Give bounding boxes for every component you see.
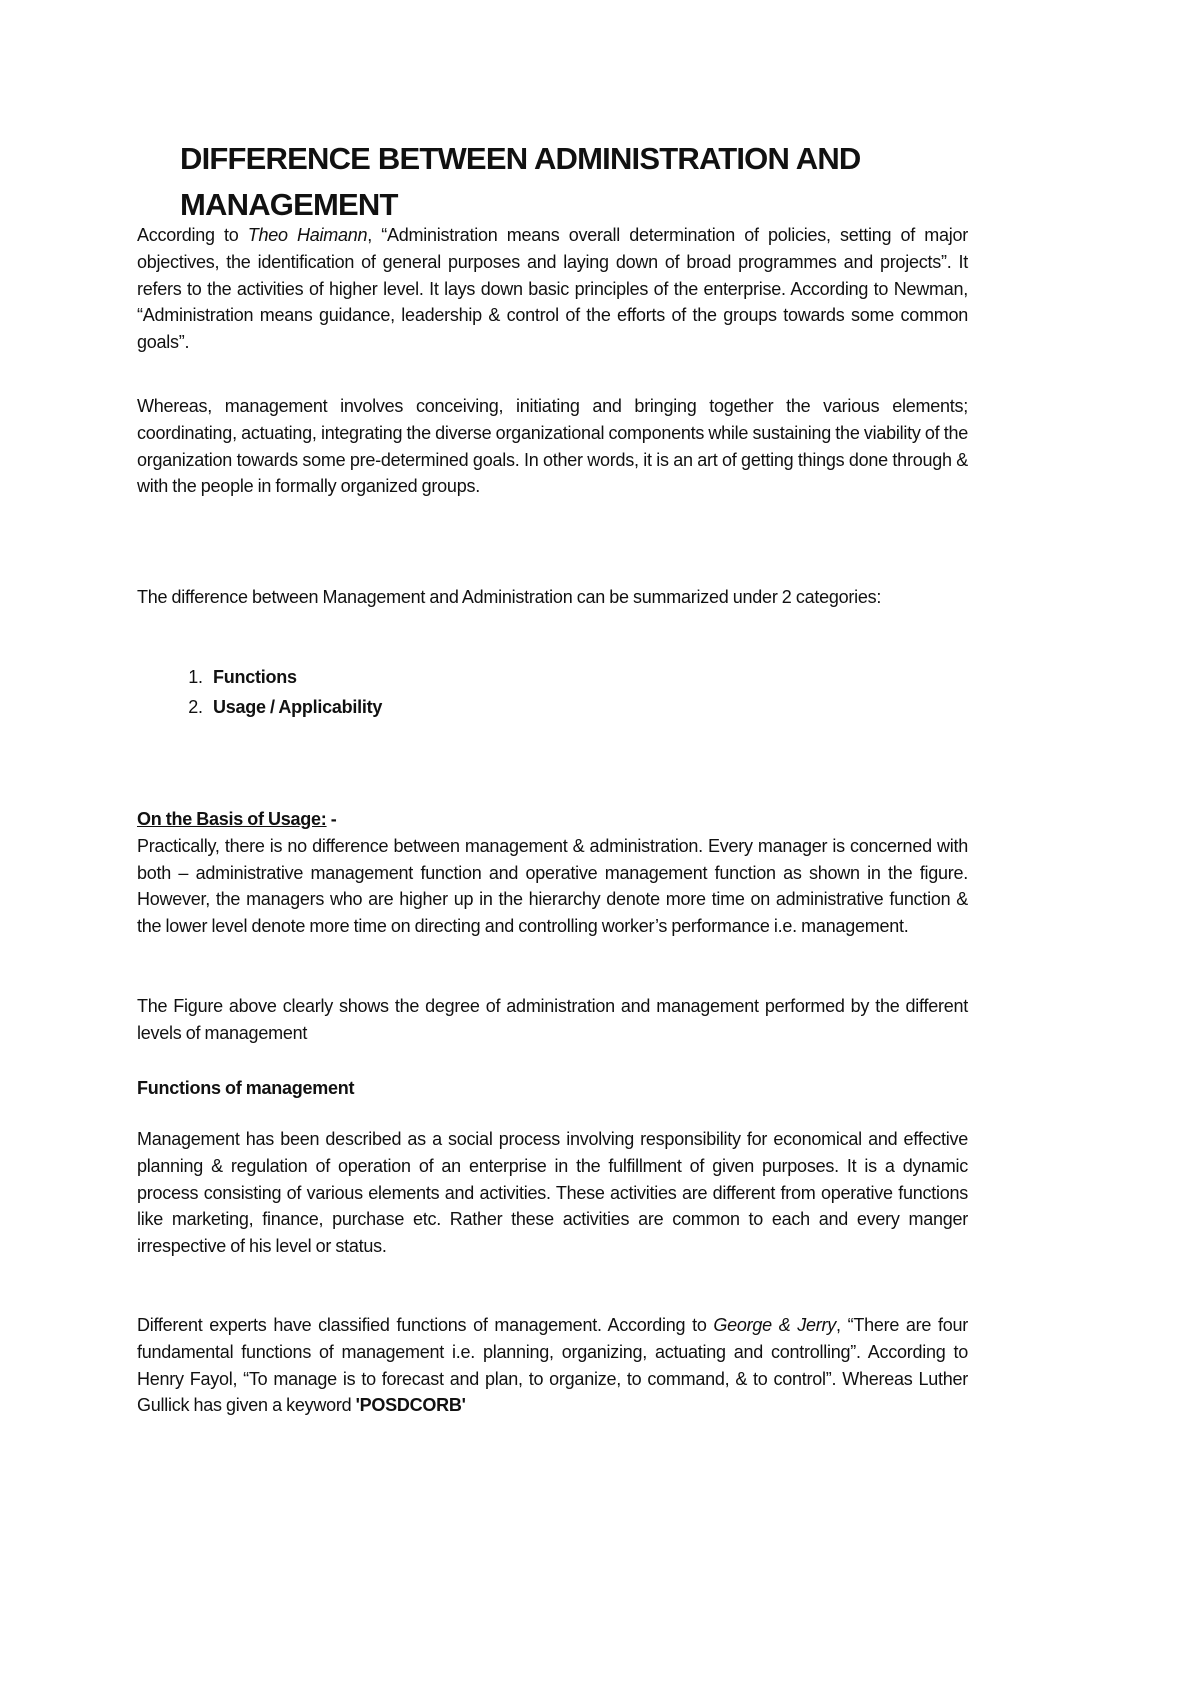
paragraph-experts xyxy=(137,1312,968,1419)
usage-heading: On the Basis of Usage: xyxy=(137,809,327,829)
paragraph-management-definition: Whereas, management involves conceiving, initiating and bringing together the various elements; coordinating, actuating, integrating the diverse organizational components while sustaining the viability of the organization towards some pre-determined goals. In other words, it is an art of getting things done through & with the people in formally organized groups. xyxy=(137,396,968,497)
paragraph-functions: Management has been described as a social process involving responsibility for economical and effective planning & regulation of operation of an enterprise in the fulfillment of given purposes. It is a dynamic process consisting of various elements and activities. These activities are different from operative functions like marketing, finance, purchase etc. Rather these activities are common to each and every manger irrespective of his level or status. xyxy=(137,1129,968,1257)
text: According to xyxy=(137,225,248,245)
list-item: 1. Functions xyxy=(207,664,382,691)
list-item: 2. Usage / Applicability xyxy=(207,694,382,721)
paragraph-summary: The difference between Management and Administration can be summarized under 2 categories: xyxy=(137,587,882,607)
author-name: George & Jerry xyxy=(713,1315,837,1335)
categories-list xyxy=(137,664,382,721)
usage-section xyxy=(137,806,968,940)
author-name: Theo Haimann xyxy=(247,225,368,245)
paragraph-figure: The Figure above clearly shows the degree of administration and management performed by the different levels of management xyxy=(137,996,968,1043)
heading-suffix: - xyxy=(326,809,337,829)
functions-heading: Functions of management xyxy=(137,1078,355,1098)
text: Different experts have classified functions of management. According to xyxy=(137,1315,714,1335)
page-title: DIFFERENCE BETWEEN ADMINISTRATION AND MANAGEMENT xyxy=(180,141,861,222)
text: , “There are four fundamental functions of management i.e. planning, organizing, actuating and controlling”. According to Henry Fayol, “To manage is to forecast and plan, to organize, to command, & to control”. Whereas Luther Gullick has given a keyword xyxy=(137,1315,968,1416)
text: , “Administration means overall determination of policies, setting of major objectives, the identification of general purposes and laying down of broad programmes and projects”. It refers to the activities of higher level. It lays down basic principles of the enterprise. According to Newman, “Administration means guidance, leadership & control of the efforts of the groups towards some common goals”. xyxy=(137,225,968,353)
paragraph-administration-definition xyxy=(137,222,968,356)
usage-text: Practically, there is no difference between management & administration. Every manager is concerned with both – administrative management function and operative management function as shown in the figure. However, the managers who are higher up in the hierarchy denote more time on administrative function & the lower level denote more time on directing and controlling worker’s performance i.e. management. xyxy=(137,835,968,937)
keyword: 'POSDCORB' xyxy=(355,1395,466,1416)
